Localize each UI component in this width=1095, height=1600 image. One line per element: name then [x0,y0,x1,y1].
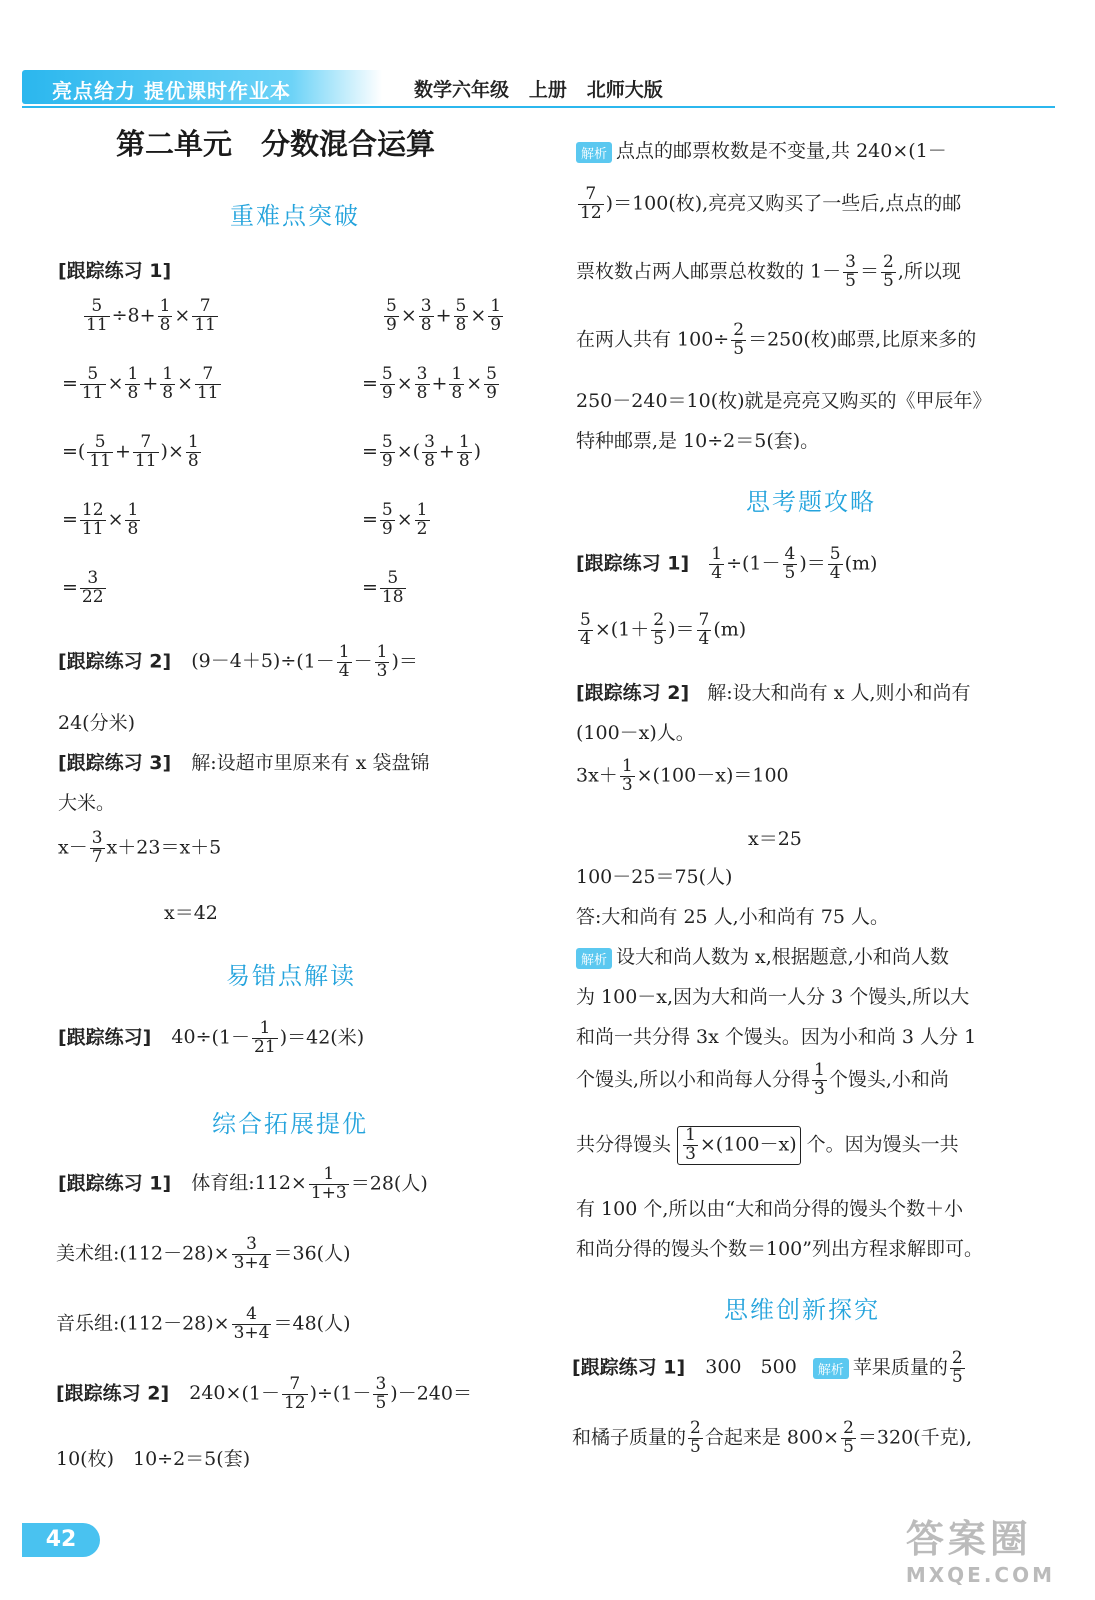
analysis-line: 250－240＝10(枚)就是亮亮又购买的《甲辰年》 [576,390,992,412]
analysis-line: 为 100－x,因为大和尚一人分 3 个馒头,所以大 [576,986,970,1008]
header-brand: 亮点给力 提优课时作业本 [52,79,291,103]
analysis-line: 和尚分得的馒头个数＝100”列出方程求解即可。 [576,1238,983,1260]
extension-2-result: 10(枚) 10÷2＝5(套) [56,1448,251,1470]
thinking-2-line2: (100－x)人。 [576,722,695,744]
section-title-innovation: 思维创新探究 [724,1296,880,1324]
section-title-mistakes: 易错点解读 [226,962,356,990]
analysis-badge: 解析 [576,948,612,969]
thinking-1-line: [跟踪练习 1] $\frac{1}{4}$ ÷(1－ $\frac{4}{5}$ )＝ $\frac{5}{4}$ (m) [576,544,878,583]
analysis-line: $\frac{7}{12}$ )＝100(枚),亮亮又购买了一些后,点点的邮 [580,184,962,223]
thinking-2-solution: x＝25 [748,828,802,850]
extension-1-music: 音乐组:(112－28)× $\frac{4}{3+4}$ ＝48(人) [56,1304,351,1343]
analysis-line: 特种邮票,是 10÷2＝5(套)。 [576,430,820,452]
analysis-line: 票枚数占两人邮票总枚数的 1－ $\frac{3}{5}$ ＝ $\frac{2}{5}$ ,所以现 [576,252,961,291]
analysis-badge: 解析 [813,1358,849,1379]
innovation-1-line2: 和橘子质量的 $\frac{2}{5}$ 合起来是 800× $\frac{2}{5}$ ＝320(千克), [572,1418,973,1457]
analysis-line: 共分得馒头 $\frac{1}{3}$ ×(100－x) 个。因为馒头一共 [576,1125,959,1164]
calc-line: = $\frac{3}{22}$ [62,568,104,607]
watermark-logo: 答案圈 MXQE.COM [905,1517,1055,1587]
analysis-paragraph-2: 解析 设大和尚人数为 x,根据题意,小和尚人数 [576,942,949,969]
thinking-2-line3: 100－25＝75(人) [576,866,733,888]
calc-line: $\frac{5}{9}$ × $\frac{3}{8}$ + $\frac{5}{8}$ × $\frac{1}{9}$ [386,296,502,335]
analysis-line: 和尚一共分得 3x 个馒头。因为小和尚 3 人分 1 [576,1026,977,1048]
analysis-line: 在两人共有 100÷ $\frac{2}{5}$ ＝250(枚)邮票,比原来多的 [576,320,977,359]
analysis-paragraph: 解析 点点的邮票枚数是不变量,共 240×(1－ [576,136,947,163]
section-title-extension: 综合拓展提优 [212,1110,368,1138]
exercise-2-line: [跟踪练习 2] (9－4＋5)÷(1－ $\frac{1}{4}$ － $\frac{1}{3}$ )＝ [58,642,418,681]
extension-1-line: [跟踪练习 1] 体育组:112× $\frac{1}{1+3}$ ＝28(人) [58,1164,428,1203]
analysis-line: 有 100 个,所以由“大和尚分得的馒头个数＋小 [576,1198,964,1220]
thinking-2-answer: 答:大和尚有 25 人,小和尚有 75 人。 [576,906,889,928]
header-brand-band [22,70,382,104]
analysis-badge: 解析 [576,142,612,163]
unit-title: 第二单元 分数混合运算 [116,127,436,161]
mistake-exercise: [跟踪练习] 40÷(1－ $\frac{1}{21}$ )＝42(米) [58,1018,365,1057]
calc-line: =( $\frac{5}{11}$ + $\frac{7}{11}$ )× $\frac{1}{8}$ [62,432,199,471]
calc-line: = $\frac{5}{9}$ × $\frac{1}{2}$ [362,500,428,539]
extension-1-art: 美术组:(112－28)× $\frac{3}{3+4}$ ＝36(人) [56,1234,351,1273]
calc-line: = $\frac{5}{18}$ [362,568,404,607]
page-header [22,66,1055,108]
section-title-thinking: 思考题攻略 [746,488,876,516]
calc-line: = $\frac{5}{9}$ × $\frac{3}{8}$ + $\frac{1}{8}$ × $\frac{5}{9}$ [362,364,497,403]
calc-line: = $\frac{12}{11}$ × $\frac{1}{8}$ [62,500,139,539]
innovation-1-line: [跟踪练习 1] 300 500 解析 苹果质量的 $\frac{2}{5}$ [572,1348,963,1387]
exercise-3-line: [跟踪练习 3] 解:设超市里原来有 x 袋盘锦 [58,752,430,774]
analysis-line: 个馒头,所以小和尚每人分得 $\frac{1}{3}$ 个馒头,小和尚 [576,1060,949,1099]
exercise-3-equation: x－ $\frac{3}{7}$ x＋23＝x＋5 [58,828,222,867]
thinking-2-line: [跟踪练习 2] 解:设大和尚有 x 人,则小和尚有 [576,682,971,704]
header-subtitle: 数学六年级 上册 北师大版 [414,79,663,101]
thinking-2-equation: 3x＋ $\frac{1}{3}$ ×(100－x)＝100 [576,756,789,795]
exercise-3-solution: x＝42 [164,902,218,924]
exercise-2-result: 24(分米) [58,712,136,734]
calc-line: = $\frac{5}{11}$ × $\frac{1}{8}$ + $\frac{1}{8}$ × $\frac{7}{11}$ [62,364,219,403]
exercise-tag-1: [跟踪练习 1] [58,260,172,282]
thinking-1-line2: $\frac{5}{4}$ ×(1＋ $\frac{2}{5}$ )＝ $\frac{7}{4}$ (m) [580,610,747,649]
calc-line: $\frac{5}{11}$ ÷8+ $\frac{1}{8}$ × $\frac{7}{11}$ [86,296,216,335]
calc-line: = $\frac{5}{9}$ ×( $\frac{3}{8}$ + $\frac{1}{8}$ ) [362,432,482,471]
exercise-3-line2: 大米。 [58,792,116,814]
extension-2-line: [跟踪练习 2] 240×(1－ $\frac{7}{12}$ )÷(1－ $\frac{3}{5}$ )－240＝ [56,1374,472,1413]
header-divider [22,106,1055,108]
section-title-key-points: 重难点突破 [230,202,360,230]
page-number: 42 [22,1523,100,1557]
